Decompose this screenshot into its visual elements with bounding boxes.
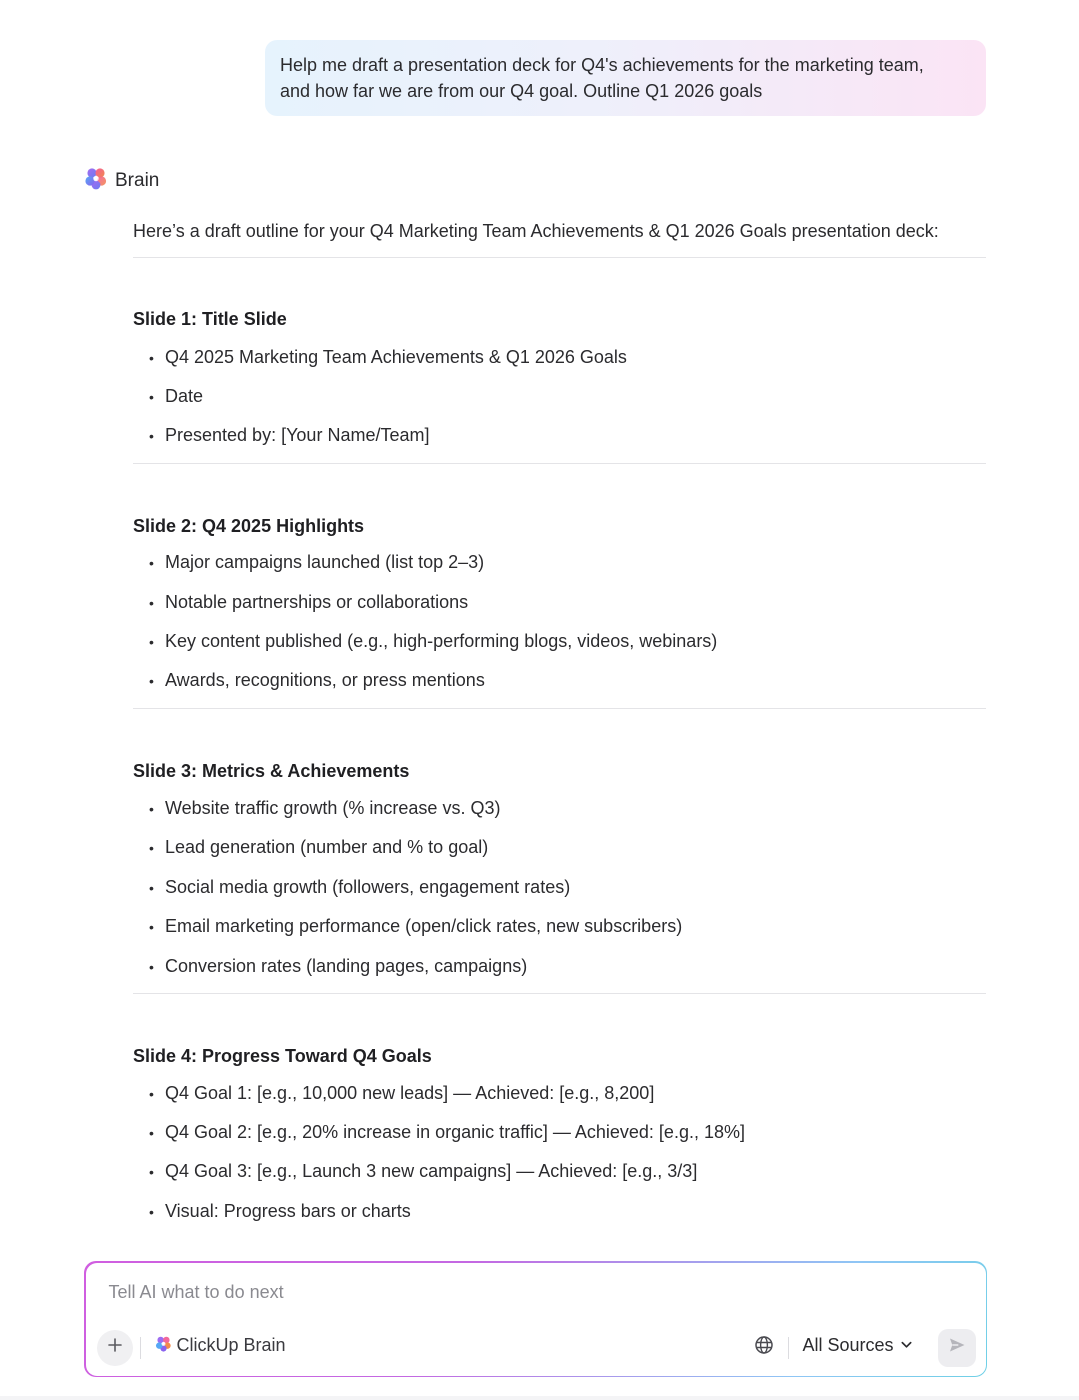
list-item: • Q4 2025 Marketing Team Achievements & Q1 2026 Goals [149,347,627,367]
slide-1-title: Slide 1: Title Slide [133,309,287,329]
sources-dropdown[interactable] [803,1335,913,1356]
user-message-line-1: Help me draft a presentation deck for Q4's achievements for the marketing team, [280,55,924,75]
list-item: • Email marketing performance (open/click rates, new subscribers) [149,916,683,936]
list-item: • Visual: Progress bars or charts [149,1201,411,1221]
chat-composer [84,1261,987,1377]
composer-divider [140,1337,141,1359]
list-item: • Q4 Goal 2: [e.g., 20% increase in organic traffic] — Achieved: [e.g., 18%] [149,1122,745,1142]
slide-3-title: Slide 3: Metrics & Achievements [133,761,410,781]
brain-logo-icon [155,1335,172,1357]
send-button[interactable] [938,1329,976,1367]
send-icon [947,1335,967,1360]
list-item: • Presented by: [Your Name/Team] [149,425,430,445]
list-item: • Website traffic growth (% increase vs. Q3) [149,798,501,818]
divider [133,993,986,994]
model-selector-button[interactable] [155,1335,286,1357]
list-item: • Major campaigns launched (list top 2–3) [149,552,485,572]
globe-icon [754,1335,774,1360]
slide-2-title: Slide 2: Q4 2025 Highlights [133,516,365,536]
composer-divider [788,1337,789,1359]
divider [133,708,986,709]
chat-composer-inner [86,1263,986,1376]
bottom-edge [0,1396,1079,1400]
chevron-down-icon [900,1335,913,1356]
divider [133,257,986,258]
list-item: • Awards, recognitions, or press mentions [149,670,485,690]
sources-label: All Sources [802,1334,894,1355]
model-label: ClickUp Brain [176,1335,286,1355]
prompt-input[interactable]: Tell AI what to do next [108,1281,284,1302]
list-item: • Notable partnerships or collaborations [149,592,469,612]
add-attachment-button[interactable] [97,1330,133,1366]
list-item: • Q4 Goal 1: [e.g., 10,000 new leads] — Achieved: [e.g., 8,200] [149,1083,655,1103]
assistant-name: Brain [115,169,160,191]
slide-4-title: Slide 4: Progress Toward Q4 Goals [133,1046,432,1066]
divider [133,463,986,464]
assistant-header [84,168,159,193]
user-message-line-2: and how far we are from our Q4 goal. Outline Q1 2026 goals [280,81,763,101]
list-item: • Date [149,386,204,406]
assistant-intro: Here’s a draft outline for your Q4 Marketing Team Achievements & Q1 2026 Goals presentation deck: [133,221,939,241]
list-item: • Q4 Goal 3: [e.g., Launch 3 new campaigns] — Achieved: [e.g., 3/3] [149,1161,698,1181]
list-item: • Lead generation (number and % to goal) [149,837,489,857]
list-item: • Conversion rates (landing pages, campaigns) [149,956,528,976]
list-item: • Key content published (e.g., high-performing blogs, videos, webinars) [149,631,718,651]
brain-logo-icon [84,166,108,195]
plus-icon [107,1337,123,1358]
web-search-button[interactable] [752,1336,776,1360]
user-message-bubble [265,40,986,116]
list-item: • Social media growth (followers, engagement rates) [149,877,571,897]
